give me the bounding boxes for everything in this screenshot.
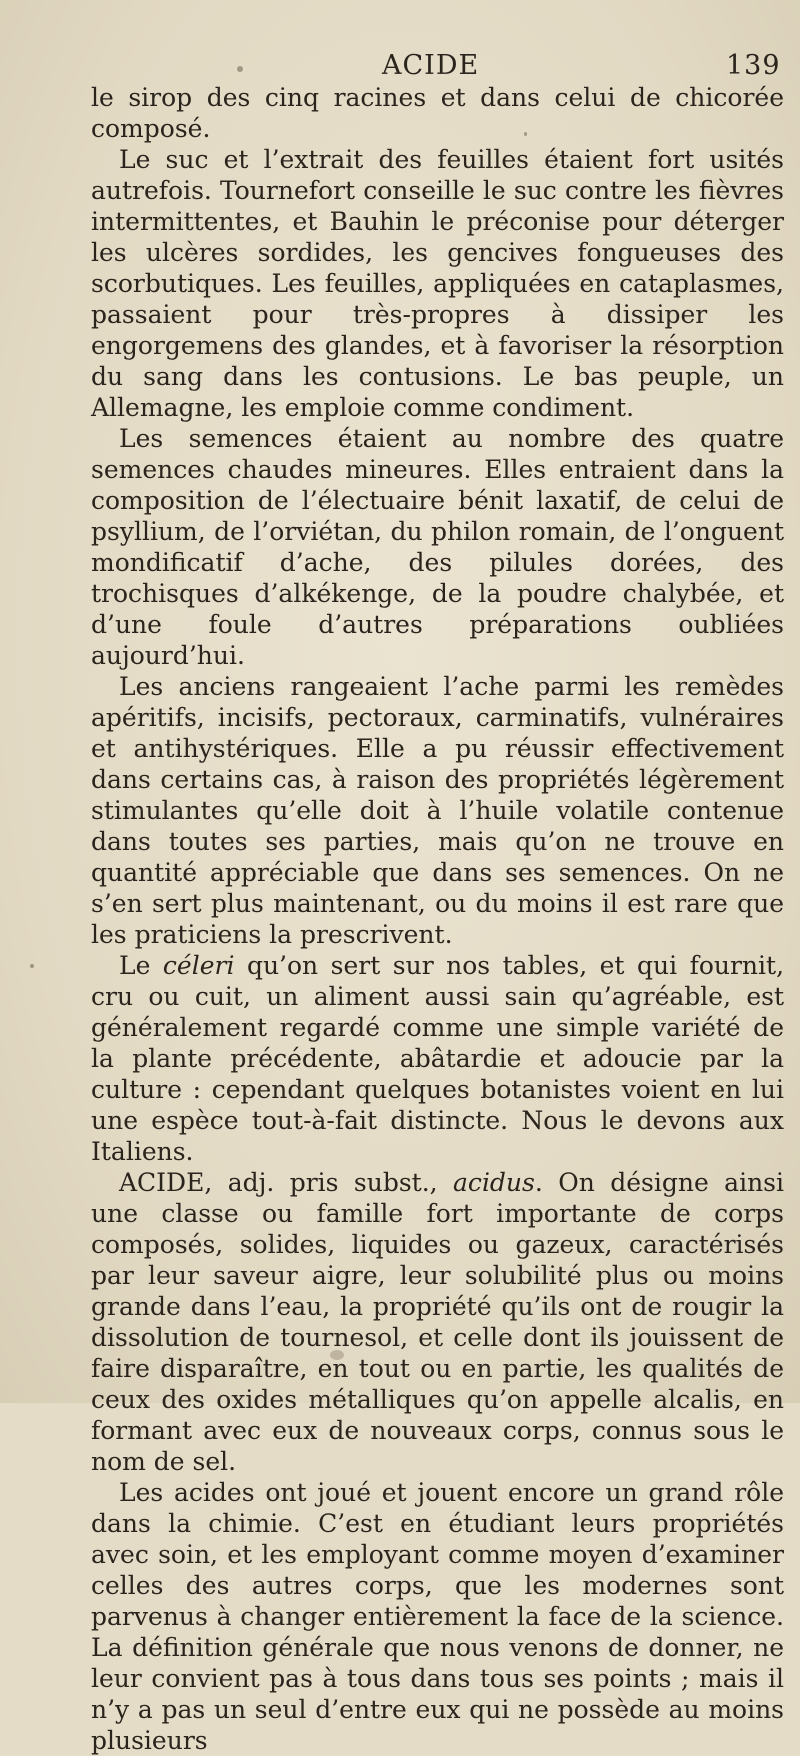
running-title: ACIDE: [382, 50, 480, 81]
entry-grammar: , adj. pris subst.,: [204, 1168, 454, 1197]
paragraph-continuation: le sirop des cinq racines et dans celui de chicorée composé.: [91, 83, 784, 143]
entry-latin: acidus: [453, 1168, 535, 1197]
page-number: 139: [726, 50, 781, 81]
paper-speck: [237, 66, 243, 72]
paragraph-celeri: [91, 950, 784, 1167]
celeri-text: qu’on sert sur nos tables, et qui fournit, cru ou cuit, un aliment aussi sain qu’agréable, est généralement regardé comme une simple variété de la plante précédente, abâtardie et adoucie par la culture : cependant quelques botanistes voient en lui une espèce tout-à-fait distincte. Nous le devons aux Italiens.: [91, 951, 785, 1166]
paper-speck: [524, 132, 527, 136]
paper-speck: [330, 1350, 344, 1360]
paper-speck: [30, 964, 34, 968]
entry-acide: [91, 1167, 784, 1477]
paragraph-semences: Les semences étaient au nombre des quatre semences chaudes mineures. Elles entraient dans la composition de l’électuaire bénit laxatif, de celui de psyllium, de l’orviétan, du philon romain, de l’onguent mondificatif d’ache, des pilules dorées, des trochisques d’alkékenge, de la poudre chalybée, et d’une foule d’autres préparations oubliées aujourd’hui.: [91, 424, 784, 670]
entry-definition: . On désigne ainsi une classe ou famille fort importante de corps composés, solides, liquides ou gazeux, caractérisés par leur saveur aigre, leur solubilité plus ou moins grande dans l’eau, la propriété qu’ils ont de rougir la dissolution de tournesol, et celle dont ils jouissent de faire disparaître, en tout ou en partie, les qualités de ceux des oxides métalliques qu’on appelle alcalis, en formant avec eux de nouveaux corps, connus sous le nom de sel.: [91, 1168, 784, 1476]
celeri-term: céleri: [162, 951, 235, 980]
paragraph-suc-extrait: Le suc et l’extrait des feuilles étaient fort usités autrefois. Tournefort conseille le suc contre les fièvres intermittentes, et Bauhin le préconise pour déterger les ulcères sordides, les gencives fongueuses des scorbutiques. Les feuilles, appliquées en cataplasmes, passaient pour très-propres à dissiper les engorgemens des glandes, et à favoriser la résorption du sang dans les contusions. Le bas peuple, un Allemagne, les emploie comme condiment.: [91, 145, 784, 422]
paragraph-anciens: Les anciens rangeaient l’ache parmi les remèdes apéritifs, incisifs, pectoraux, carminatifs, vulnéraires et antihystériques. Elle a pu réussir effectivement dans certains cas, à raison des propriétés légèrement stimulantes qu’elle doit à l’huile volatile contenue dans toutes ses parties, mais qu’on ne trouve en quantité appréciable que dans ses semences. On ne s’en sert plus maintenant, ou du moins il est rare que les praticiens la prescrivent.: [91, 672, 784, 949]
entry-headword: ACIDE: [119, 1168, 205, 1197]
celeri-lead: Le: [119, 951, 163, 980]
paragraph-acides-chimie: Les acides ont joué et jouent encore un grand rôle dans la chimie. C’est en étudiant leurs propriétés avec soin, et les employant comme moyen d’examiner celles des autres corps, que les modernes sont parvenus à changer entièrement la face de la science. La définition générale que nous venons de donner, ne leur convient pas à tous dans tous ses points ; mais il n’y a pas un seul d’entre eux qui ne possède au moins plusieurs: [91, 1478, 784, 1755]
body-text: [91, 82, 784, 1756]
